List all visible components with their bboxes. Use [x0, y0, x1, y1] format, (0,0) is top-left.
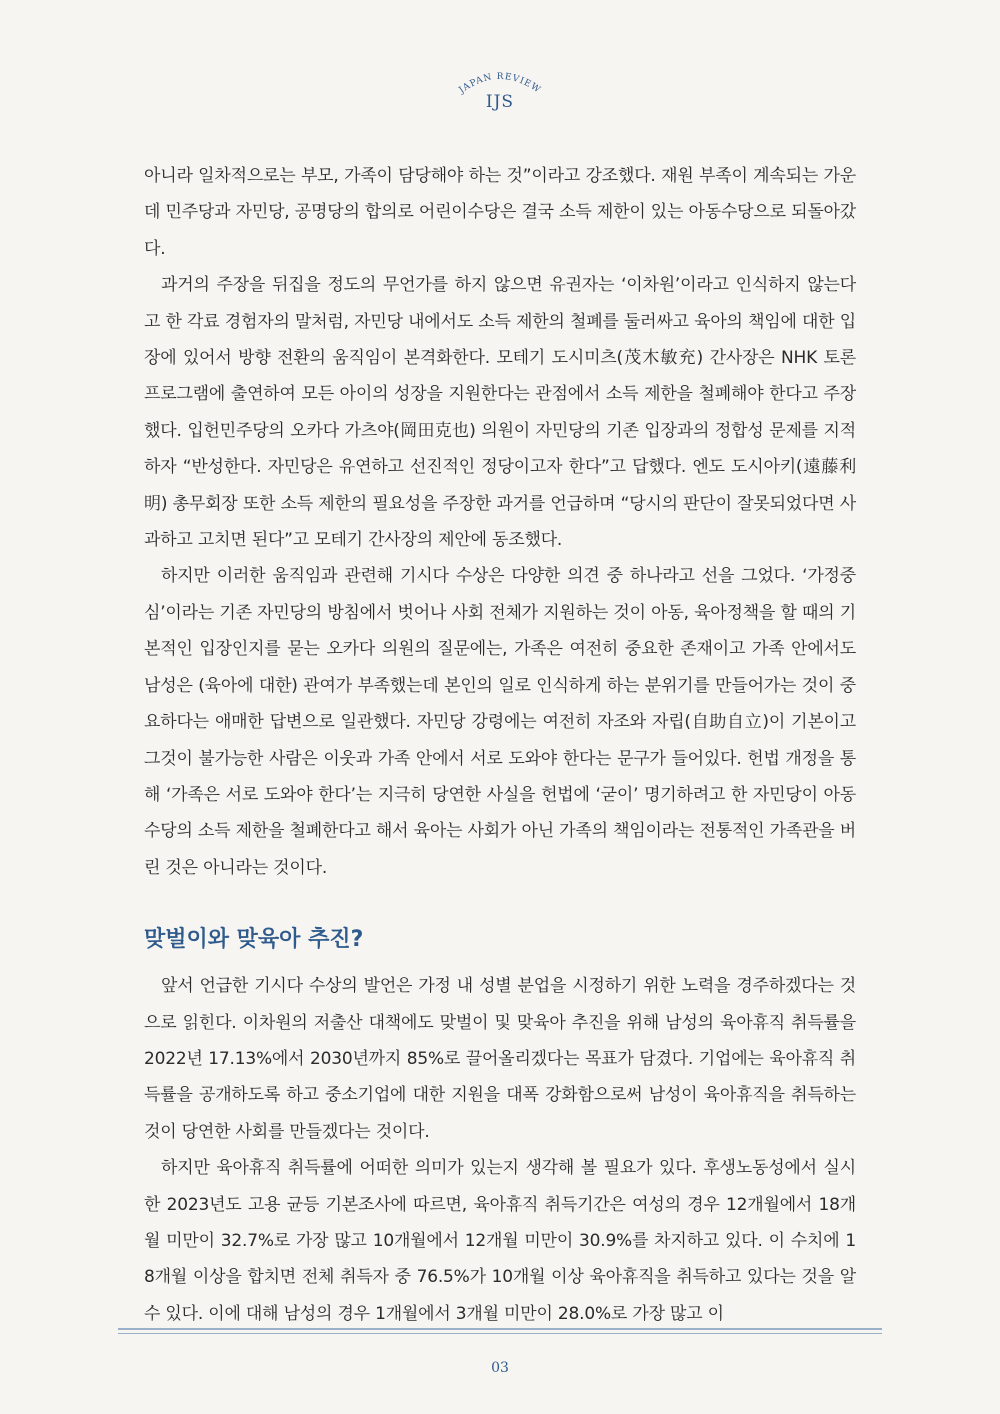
journal-logo [0, 62, 1000, 122]
ijs-logo-text: IJS [485, 92, 515, 112]
paragraph-1: 아니라 일차적으로는 부모, 가족이 담당해야 하는 것”이라고 강조했다. 재원 부족이 계속되는 가운데 민주당과 자민당, 공명당의 합의로 어린이수당은 결국 소득 제한이 있는 아동수당으로 되돌아갔다. [144, 166, 856, 259]
page-number: 03 [491, 1360, 509, 1376]
section-paragraph-2: 하지만 육아휴직 취득률에 어떠한 의미가 있는지 생각해 볼 필요가 있다. 후생노동성에서 실시한 2023년도 고용 균등 기본조사에 따르면, 육아휴직 취득기간은 여성의 경우 12개월에서 18개월 미만이 32.7%로 가장 많고 10개월에서 12개월 미만이 30.9%를 차지하고 있다. 이 수치에 18개월 이상을 합치면 전체 취득자 중 76.5%가 10개월 이상 육아휴직을 취득하고 있다는 것을 알 수 있다. 이에 대해 남성의 경우 1개월에서 3개월 미만이 28.0%로 가장 많고 이 [144, 1158, 856, 1324]
paragraph-3: 하지만 이러한 움직임과 관련해 기시다 수상은 다양한 의견 중 하나라고 선을 그었다. ‘가정중심’이라는 기존 자민당의 방침에서 벗어나 사회 전체가 지원하는 것이 아동, 육아정책을 할 때의 기본적인 입장인지를 묻는 오카다 의원의 질문에는, 가족은 여전히 중요한 존재이고 가족 안에서도 남성은 (육아에 대한) 관여가 부족했는데 본인의 일로 인식하게 하는 분위기를 만들어가는 것이 중요하다는 애매한 답변으로 일관했다. 자민당 강령에는 여전히 자조와 자립(自助自立)이 기본이고 그것이 불가능한 사람은 이웃과 가족 안에서 서로 도와야 한다는 문구가 들어있다. 헌법 개정을 통해 ‘가족은 서로 도와야 한다’는 지극히 당연한 사실을 헌법에 ‘굳이’ 명기하려고 한 자민당이 아동수당의 소득 제한을 철폐한다고 해서 육아는 사회가 아닌 가족의 책임이라는 전통적인 가족관을 버린 것은 아니라는 것이다. [144, 566, 856, 878]
paragraph-2: 과거의 주장을 뒤집을 정도의 무언가를 하지 않으면 유권자는 ‘이차원’이라고 인식하지 않는다고 한 각료 경험자의 말처럼, 자민당 내에서도 소득 제한의 철폐를 둘러싸고 육아의 책임에 대한 입장에 있어서 방향 전환의 움직임이 본격화한다. 모테기 도시미츠(茂木敏充) 간사장은 NHK 토론 프로그램에 출연하여 모든 아이의 성장을 지원한다는 관점에서 소득 제한을 철폐해야 한다고 주장했다. 입헌민주당의 오카다 가츠야(岡田克也) 의원이 자민당의 기존 입장과의 정합성 문제를 지적하자 “반성한다. 자민당은 유연하고 선진적인 정당이고자 한다”고 답했다. 엔도 도시아키(遠藤利明) 총무회장 또한 소득 제한의 필요성을 주장한 과거를 언급하며 “당시의 판단이 잘못되었다면 사과하고 고치면 된다”고 모테기 간사장의 제안에 동조했다. [144, 275, 856, 551]
footer-divider [118, 1328, 882, 1337]
arc-label: JAPAN REVIEW [457, 71, 543, 96]
section-paragraph-1: 앞서 언급한 기시다 수상의 발언은 가정 내 성별 분업을 시정하기 위한 노력을 경주하겠다는 것으로 읽힌다. 이차원의 저출산 대책에도 맞벌이 및 맞육아 추진을 위해 남성의 육아휴직 취득률을 2022년 17.13%에서 2030년까지 85%로 끌어올리겠다는 목표가 담겼다. 기업에는 육아휴직 취득률을 공개하도록 하고 중소기업에 대한 지원을 대폭 강화함으로써 남성이 육아휴직을 취득하는 것이 당연한 사회를 만들겠다는 것이다. [144, 976, 856, 1142]
article-body [144, 158, 856, 1332]
section-heading: 맞벌이와 맞육아 추진? [144, 927, 364, 953]
